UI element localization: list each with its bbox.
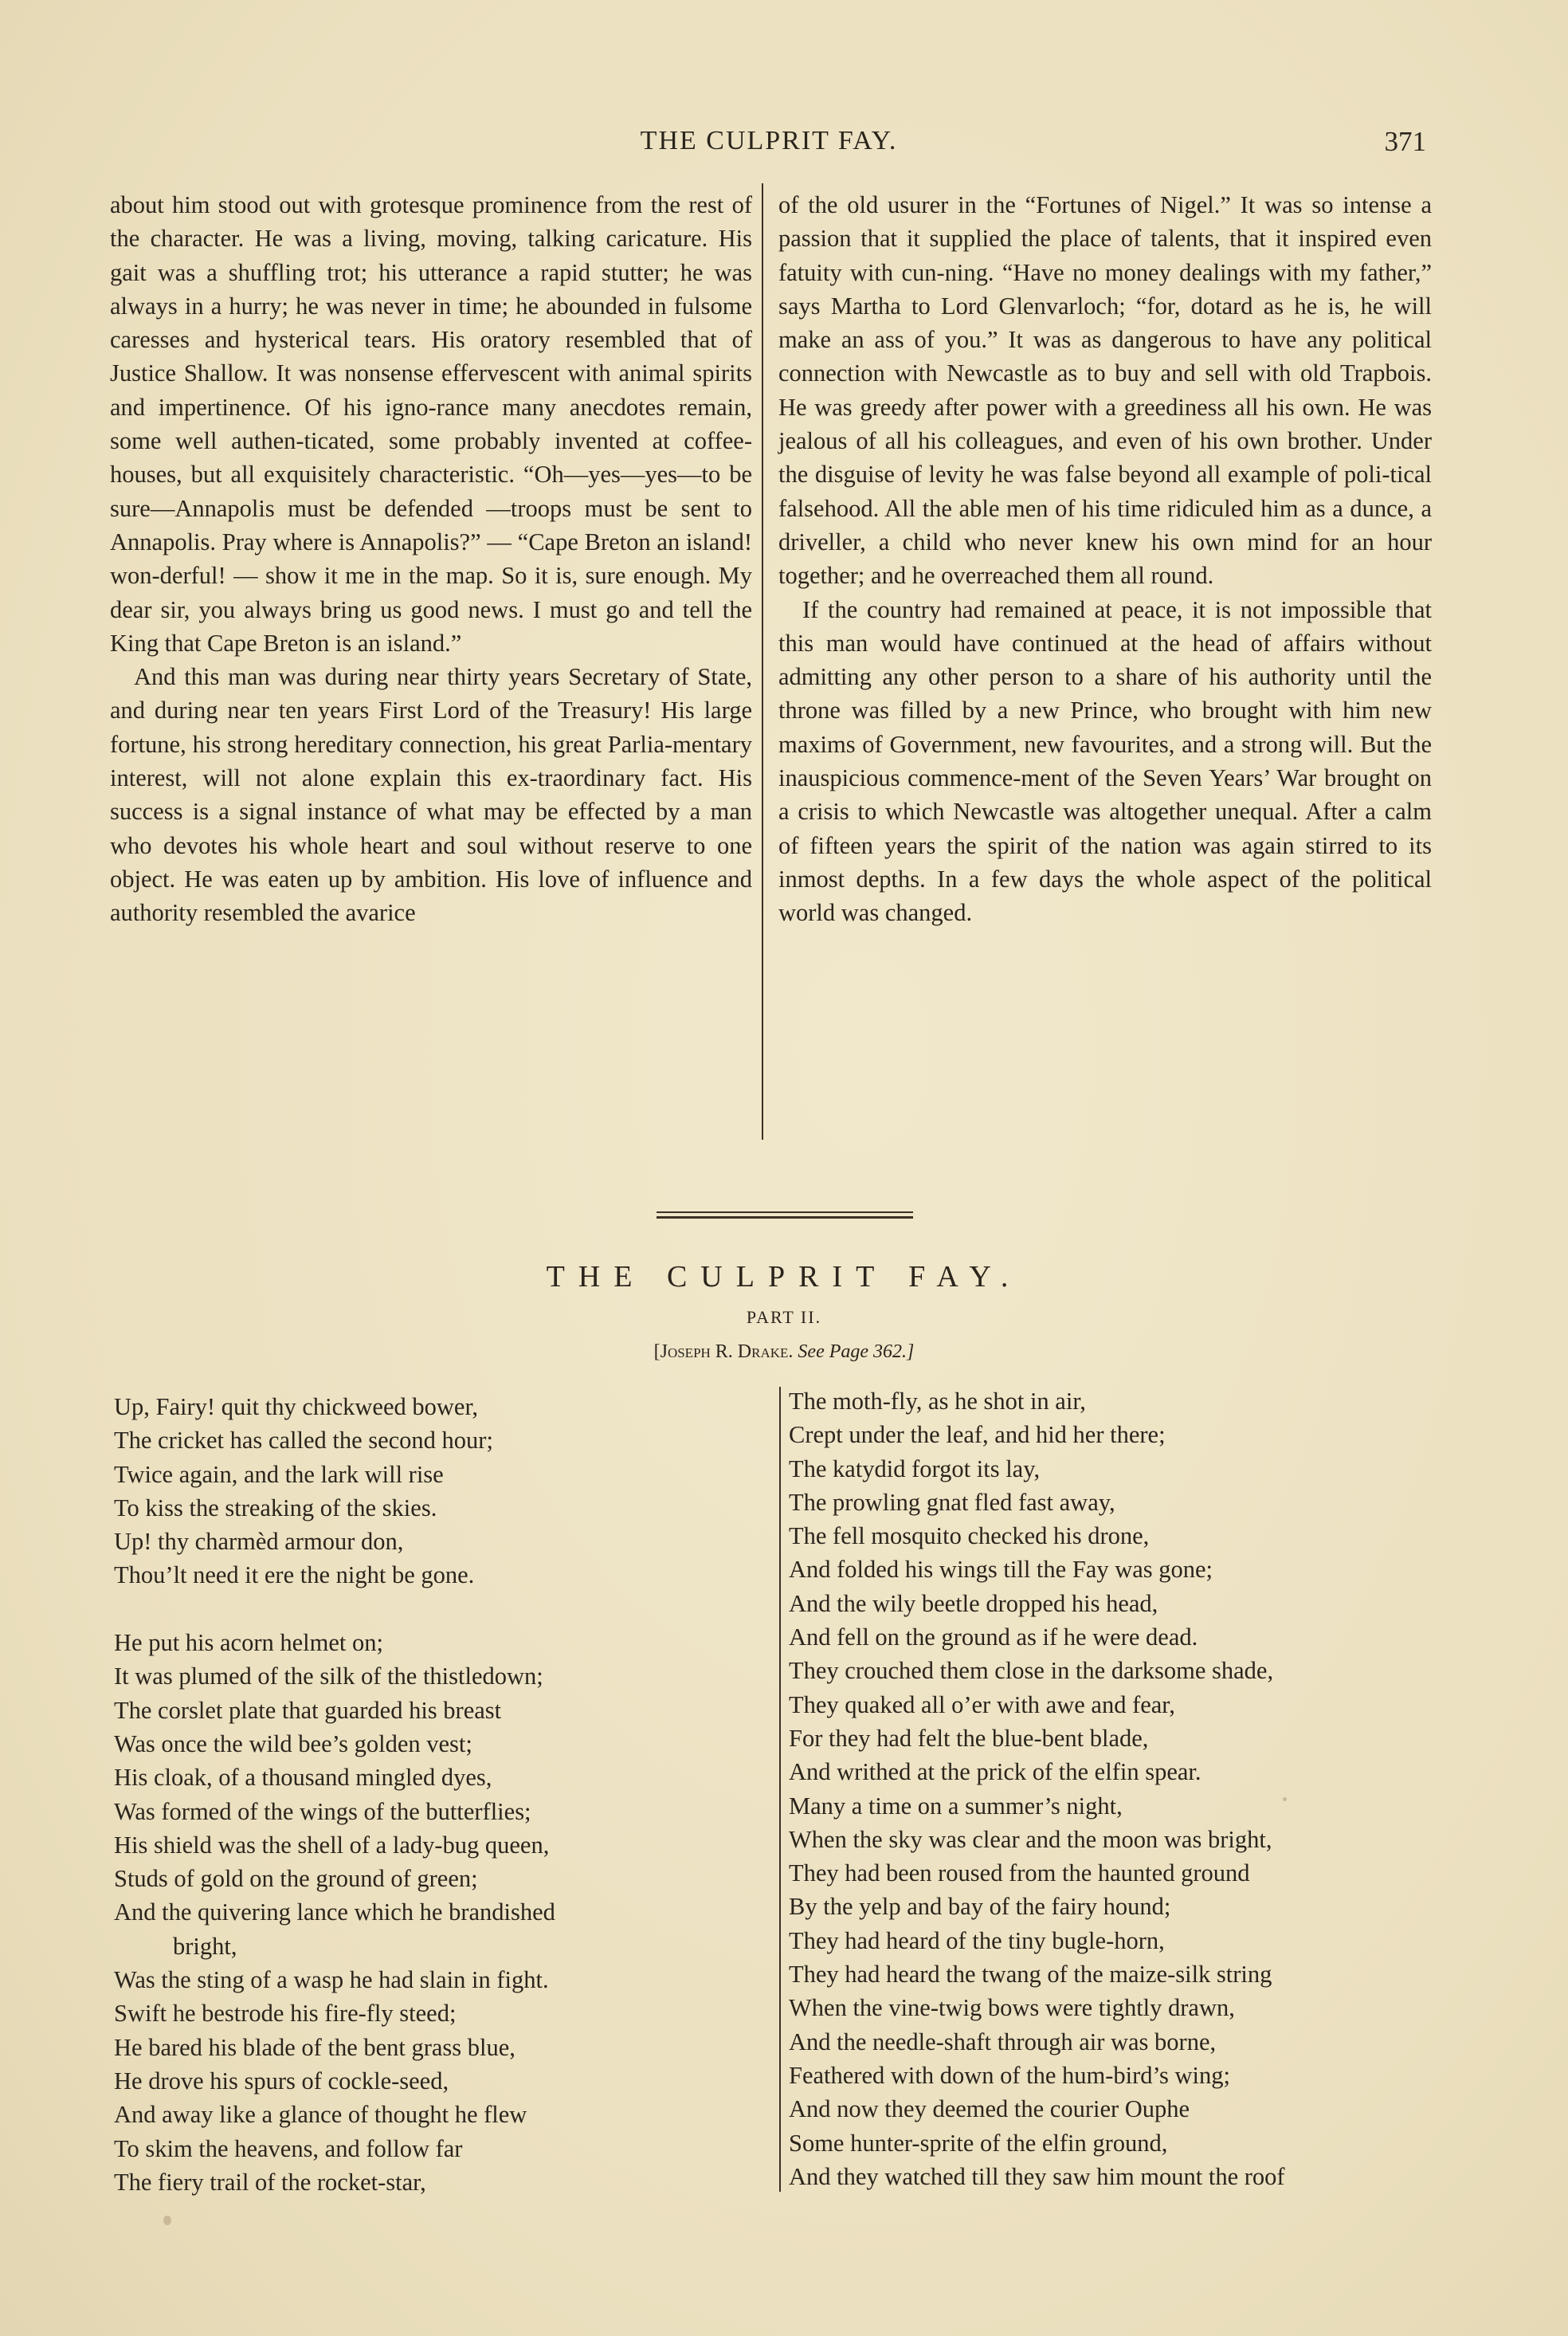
paper-speck: [163, 2216, 171, 2225]
poem-line: The katydid forgot its lay,: [789, 1455, 1041, 1482]
poem-line: They quaked all o’er with awe and fear,: [789, 1690, 1175, 1718]
poem-line: His cloak, of a thousand mingled dyes,: [114, 1764, 492, 1792]
essay-paragraph: of the old usurer in the “Fortunes of Nigel.” It was so intense a passion that it supplied the place of talents, that it inspired even fatuity with cun-ning. “Have no money dealings with my father,” says Martha to Lord Glenvarloch; “for, dotard as he is, he will make an ass of you.” It was as dangerous to have any political connection with Newcastle as to buy and sell with old Trapbois. He was greedy after power with a greediness all his own. He was jealous of all his colleagues, and even of his own brother. Under the disguise of levity he was false beyond all example of poli-tical falsehood. All the able men of his time ridiculed him as a dunce, a driveller, a child who never knew his own mind for an hour together; and he overreached them all round.: [778, 191, 1432, 590]
poem-line: Was formed of the wings of the butterflies;: [114, 1797, 531, 1825]
poem-part: PART II.: [746, 1307, 822, 1327]
poem-line: When the vine-twig bows were tightly drawn,: [789, 1994, 1235, 2022]
poem-author: Joseph R. Drake.: [660, 1341, 794, 1362]
poem-line: And the wily beetle dropped his head,: [789, 1589, 1158, 1617]
page-reference: See Page 362.]: [798, 1341, 915, 1362]
poem-line: Studs of gold on the ground of green;: [114, 1865, 478, 1893]
poem-line: Was once the wild bee’s golden vest;: [114, 1729, 472, 1757]
page-number: 371: [1384, 126, 1426, 157]
poem-line: By the yelp and bay of the fairy hound;: [789, 1893, 1171, 1921]
running-head-title: THE CULPRIT FAY.: [640, 126, 898, 155]
poem-line: And now they deemed the courier Ouphe: [789, 2095, 1190, 2123]
poem-line: Thou’lt need it ere the night be gone.: [114, 1561, 475, 1589]
poem-line: They had heard of the tiny bugle-horn,: [789, 1926, 1165, 1954]
poem-left-column: [114, 1390, 775, 2199]
poem-line: Swift he bestrode his fire-fly steed;: [114, 2000, 457, 2028]
poem-line: When the sky was clear and the moon was bright,: [789, 1825, 1272, 1853]
column-rule: [762, 183, 763, 1140]
essay-left-column: [110, 188, 752, 930]
poem-right-column: [789, 1384, 1458, 2193]
poem-line: Up, Fairy! quit thy chickweed bower,: [114, 1393, 479, 1420]
poem-line: They had heard the twang of the maize-silk string: [789, 1961, 1272, 1989]
poem-line: They crouched them close in the darksome shade,: [789, 1657, 1274, 1685]
poem-line: And folded his wings till the Fay was gone;: [789, 1556, 1213, 1584]
poem-line: Up! thy charmèd armour don,: [114, 1528, 404, 1556]
poem-column-rule: [779, 1387, 781, 2192]
poem-line: And they watched till they saw him mount the roof: [789, 2162, 1285, 2190]
poem-line: And fell on the ground as if he were dead.: [789, 1623, 1198, 1651]
stanza-break: [114, 1592, 775, 1626]
poem-line: Some hunter-sprite of the elfin ground,: [789, 2129, 1168, 2157]
poem-line: They had been roused from the haunted ground: [789, 1859, 1250, 1887]
poem-line: He drove his spurs of cockle-seed,: [114, 2067, 449, 2095]
poem-line: Many a time on a summer’s night,: [789, 1792, 1123, 1820]
essay-paragraph: about him stood out with grotesque prominence from the rest of the character. He was a living, moving, talking caricature. His gait was a shuffling trot; his utterance a rapid stutter; he was always in a hurry; he was never in time; he abounded in fulsome caresses and hysterical tears. His oratory resembled that of Justice Shallow. It was nonsense effervescent with animal spirits and impertinence. Of his igno-rance many anecdotes remain, some well authen-ticated, some probably invented at coffee-houses, but all exquisitely characteristic. “Oh—yes—yes—to be sure—Annapolis must be defended —troops must be sent to Annapolis. Pray where is Annapolis?” — “Cape Breton an island! won-derful! — show it me in the map. So it is, sure enough. My dear sir, you always bring us good news. I must go and tell the King that Cape Breton is an island.”: [110, 191, 752, 657]
poem-line: His shield was the shell of a lady-bug queen,: [114, 1831, 550, 1859]
poem-title: THE CULPRIT FAY.: [546, 1260, 1022, 1294]
poem-line: And writhed at the prick of the elfin spear.: [789, 1758, 1201, 1786]
poem-line: Twice again, and the lark will rise: [114, 1460, 444, 1488]
credit-bracket: [: [653, 1341, 661, 1362]
poem-line: And the quivering lance which he brandished: [114, 1898, 555, 1926]
section-divider: [657, 1211, 913, 1219]
poem-line: The cricket has called the second hour;: [114, 1427, 493, 1455]
poem-line: The corslet plate that guarded his breast: [114, 1696, 502, 1724]
poem-line: To skim the heavens, and follow far: [114, 2134, 463, 2162]
poem-line: Was the sting of a wasp he had slain in fight.: [114, 1966, 549, 1994]
poem-line: Feathered with down of the hum-bird’s wing;: [789, 2061, 1230, 2089]
poem-line: The fiery trail of the rocket-star,: [114, 2168, 426, 2196]
essay-paragraph: And this man was during near thirty years Secretary of State, and during near ten years First Lord of the Treasury! His large fortune, his strong hereditary connection, his great Parlia-mentary interest, will not alone explain this ex-traordinary fact. His success is a signal instance of what may be effected by a man who devotes his whole heart and soul without reserve to one object. He was eaten up by ambition. His love of influence and authority resembled the avarice: [110, 663, 752, 927]
poem-line: bright,: [173, 1932, 237, 1960]
poem-line: The prowling gnat fled fast away,: [789, 1488, 1115, 1516]
poem-line: The fell mosquito checked his drone,: [789, 1522, 1150, 1550]
poem-credit: [0, 1341, 1568, 1363]
poem-line: It was plumed of the silk of the thistledown;: [114, 1663, 543, 1690]
poem-line: Crept under the leaf, and hid her there;: [789, 1421, 1166, 1449]
poem-line: He bared his blade of the bent grass blue,: [114, 2033, 515, 2061]
essay-right-column: [778, 188, 1432, 930]
poem-line: The moth-fly, as he shot in air,: [789, 1388, 1086, 1415]
poem-line: And the needle-shaft through air was borne,: [789, 2028, 1217, 2055]
poem-line: For they had felt the blue-bent blade,: [789, 1724, 1149, 1752]
paper-speck: [1283, 1797, 1287, 1801]
running-head: [112, 126, 1426, 166]
poem-line: He put his acorn helmet on;: [114, 1629, 383, 1657]
poem-line: To kiss the streaking of the skies.: [114, 1494, 437, 1521]
essay-paragraph: If the country had remained at peace, it is not impossible that this man would have continued at the head of affairs without admitting any other person to a share of his authority until the throne was filled by a new Prince, who brought with him new maxims of Government, new favourites, and a strong will. But the inauspicious commence-ment of the Seven Years’ War brought on a crisis to which Newcastle was altogether unequal. After a calm of fifteen years the spirit of the nation was again stirred to its inmost depths. In a few days the whole aspect of the political world was changed.: [778, 595, 1432, 927]
poem-line: And away like a glance of thought he flew: [114, 2101, 527, 2129]
